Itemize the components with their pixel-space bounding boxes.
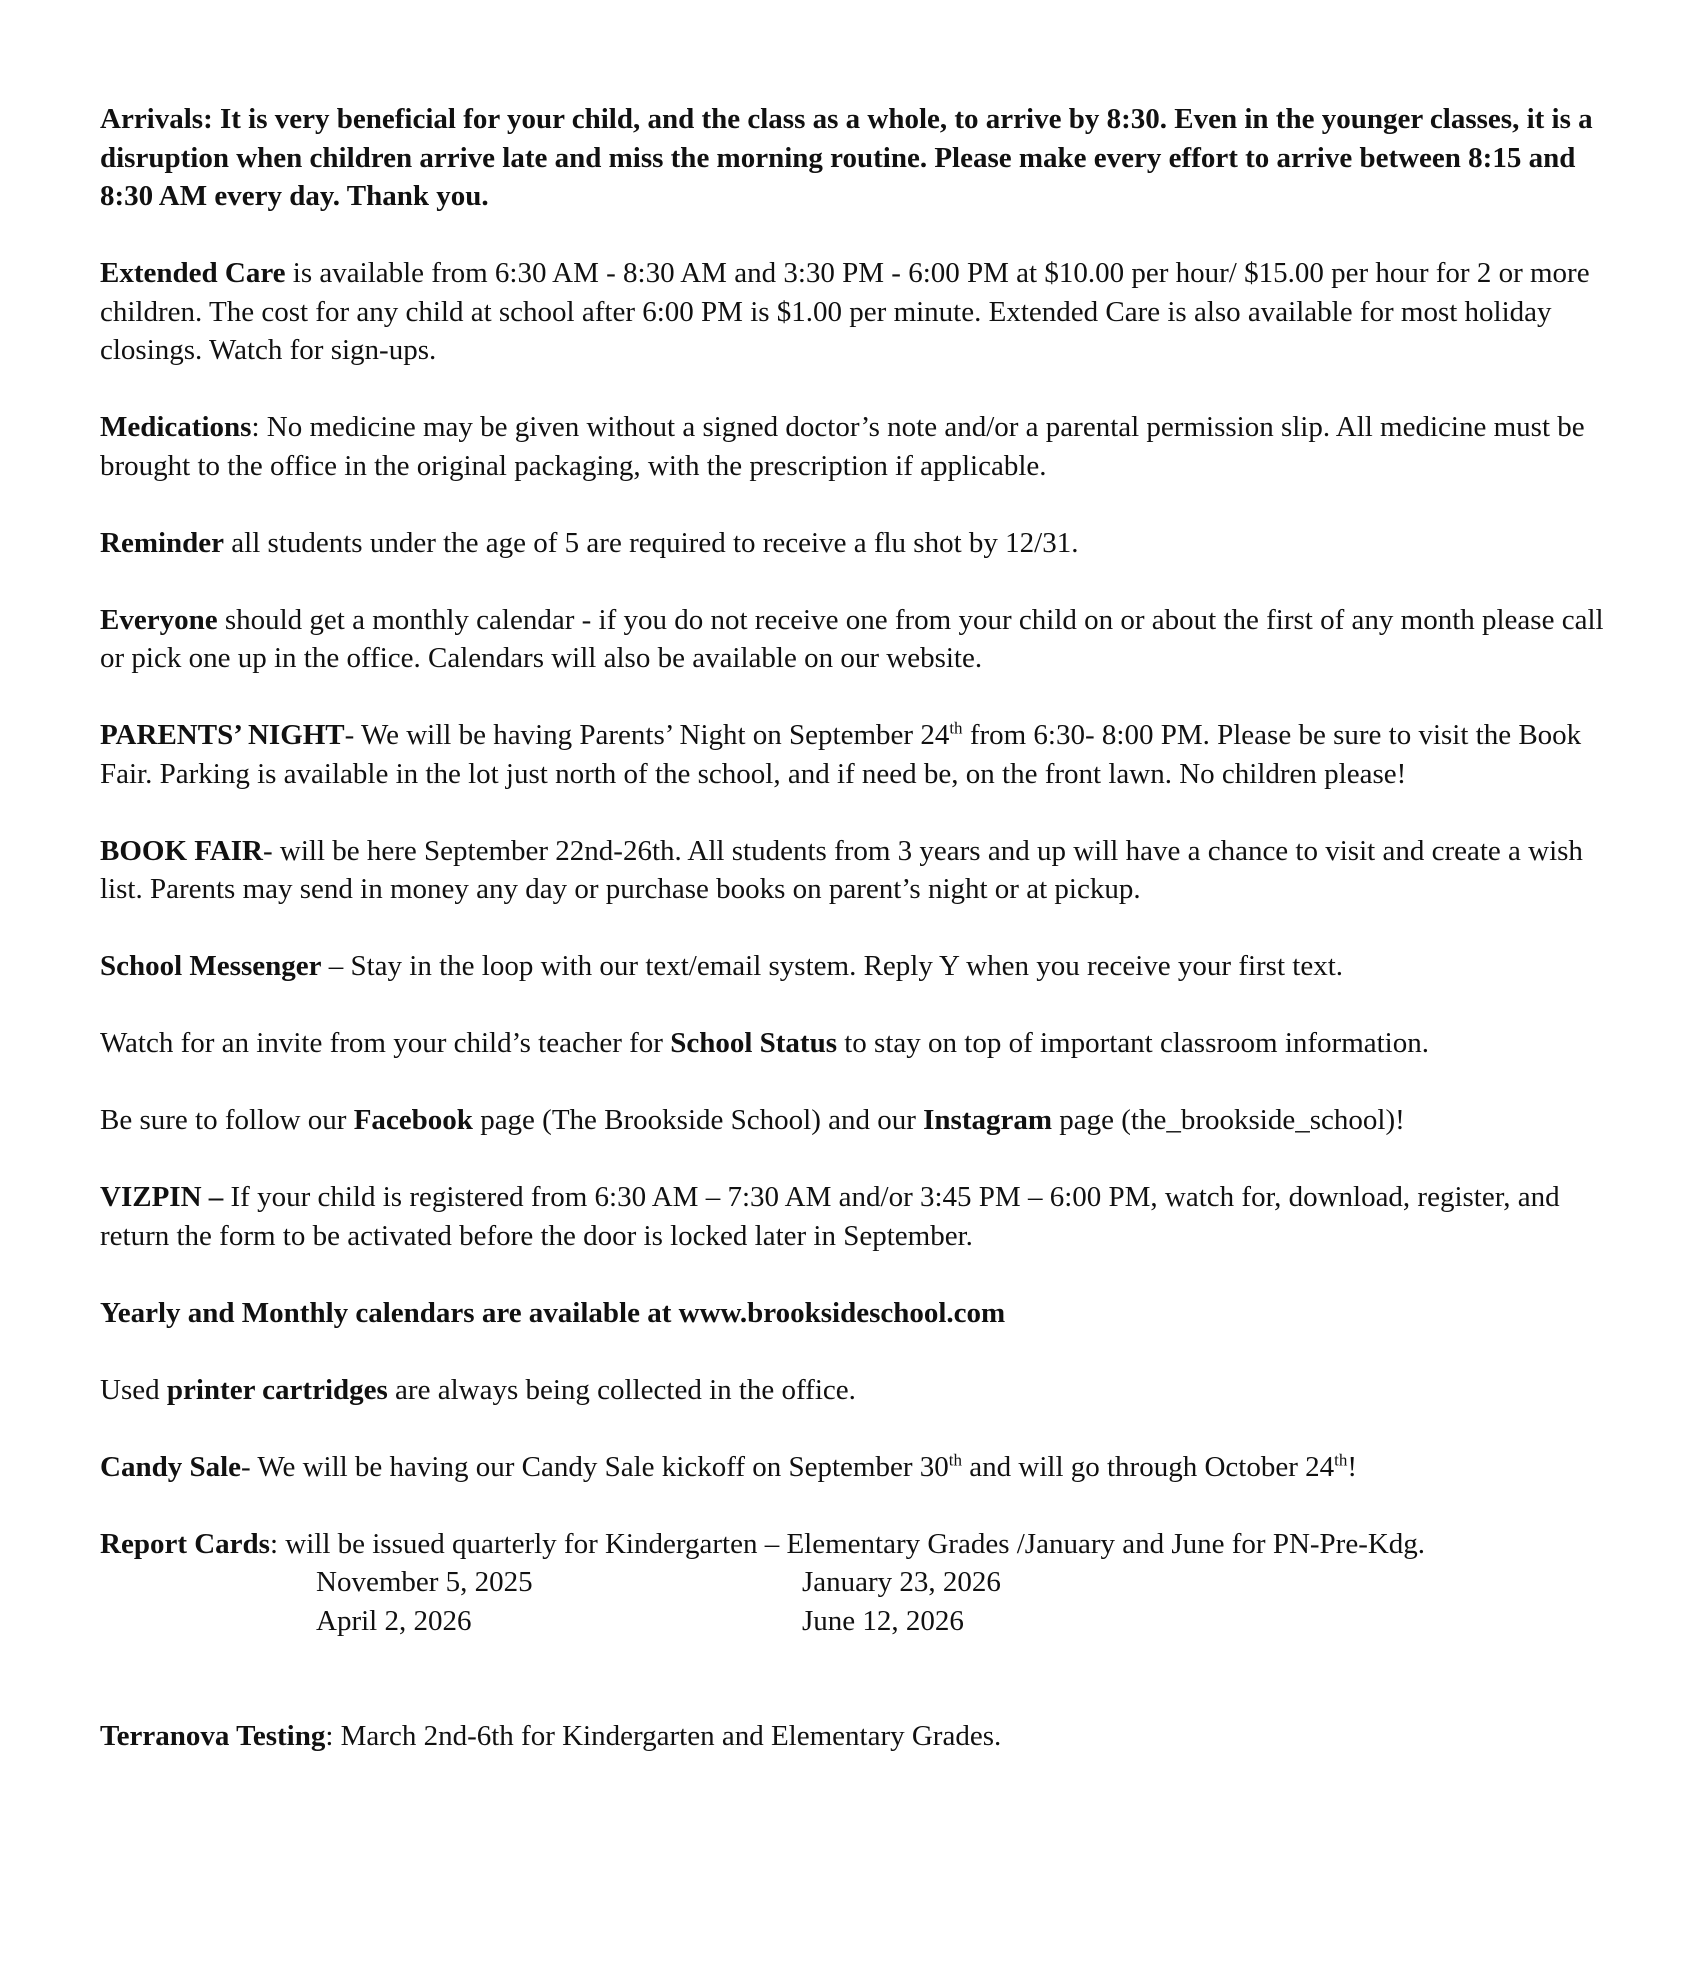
book-fair-text: - will be here September 22nd-26th. All students from 3 years and up will have a chance to visit and create a wish list. Parents may send in money any day or purchase books on parent’s night or at pickup. <box>100 834 1583 905</box>
reminder-label: Reminder <box>100 526 225 559</box>
book-fair-label: BOOK FAIR <box>100 834 263 867</box>
vizpin-paragraph <box>100 1178 1620 1255</box>
arrivals-text: Arrivals: It is very beneficial for your child, and the class as a whole, to arrive by 8:30. Even in the younger classes, it is a disruption when children arrive late and miss the morning routine. Please make every effort to arrive between 8:15 and 8:30 AM every day. Thank you. <box>100 103 1593 212</box>
reminder-paragraph <box>100 524 1620 563</box>
printer-paragraph <box>100 1371 1620 1410</box>
extended-care-paragraph <box>100 254 1620 370</box>
candy-sale-paragraph <box>100 1448 1620 1487</box>
book-fair-paragraph <box>100 832 1620 909</box>
social-paragraph <box>100 1101 1620 1140</box>
report-cards-text: : will be issued quarterly for Kindergarten – Elementary Grades /January and June for PN-Pre-Kdg. <box>269 1527 1426 1560</box>
school-messenger-label: School Messenger <box>100 950 322 982</box>
social-text-2: page (The Brookside School) and our <box>472 1104 924 1136</box>
parents-night-text-after: from 6:30- 8:00 PM. Please be sure to visit the Book Fair. Parking is available in the lot just north of the school, and if need be, on the front lawn. No children please! <box>100 719 1582 790</box>
extended-care-text: is available from 6:30 AM - 8:30 AM and 3:30 PM - 6:00 PM at $10.00 per hour/ $15.00 per hour for 2 or more children. The cost for any child at school after 6:00 PM is $1.00 per minute. Extended Care is also available for most holiday closings. Watch for sign-ups. <box>100 257 1590 366</box>
medications-paragraph <box>100 408 1620 485</box>
school-messenger-text: – Stay in the loop with our text/email system. Reply Y when you receive your first text. <box>321 950 1344 982</box>
report-cards-label: Report Cards <box>100 1527 270 1560</box>
candy-sale-sup-2: th <box>1334 1449 1348 1469</box>
terranova-label: Terranova Testing <box>100 1720 326 1752</box>
report-card-date: January 23, 2026 <box>802 1566 1001 1598</box>
social-text-3: page (the_brookside_school)! <box>1052 1104 1405 1136</box>
vizpin-text: If your child is registered from 6:30 AM – 7:30 AM and/or 3:45 PM – 6:00 PM, watch for, download, register, and return the form to be activated before the door is locked later in September. <box>100 1181 1560 1252</box>
school-messenger-paragraph <box>100 947 1620 986</box>
reminder-text: all students under the age of 5 are required to receive a flu shot by 12/31. <box>224 526 1079 559</box>
school-status-paragraph <box>100 1024 1620 1063</box>
candy-sale-text-3: ! <box>1347 1450 1358 1483</box>
vizpin-label: VIZPIN – <box>100 1181 224 1213</box>
parents-night-text: - We will be having Parents’ Night on September 24 <box>344 719 950 751</box>
social-text-1: Be sure to follow our <box>100 1104 354 1136</box>
calendars-paragraph <box>100 1294 1620 1333</box>
everyone-label: Everyone <box>100 603 218 636</box>
medications-text: : No medicine may be given without a signed doctor’s note and/or a parental permission slip. All medicine must be brought to the office in the original packaging, with the prescription if applicable. <box>100 411 1585 482</box>
report-card-date: November 5, 2025 <box>316 1566 533 1598</box>
terranova-text: : March 2nd-6th for Kindergarten and Elementary Grades. <box>325 1720 1002 1752</box>
everyone-paragraph <box>100 601 1620 678</box>
candy-sale-label: Candy Sale <box>100 1450 242 1483</box>
candy-sale-text-1: - We will be having our Candy Sale kickoff on September 30 <box>241 1450 949 1483</box>
medications-label: Medications <box>100 411 252 443</box>
candy-sale-text-2: and will go through October 24 <box>962 1450 1335 1483</box>
printer-label: printer cartridges <box>166 1373 388 1406</box>
report-card-dates <box>316 1563 1620 1640</box>
extended-care-label: Extended Care <box>100 257 286 289</box>
parents-night-sup: th <box>949 718 963 738</box>
calendars-text: Yearly and Monthly calendars are available at www.brooksideschool.com <box>100 1296 1006 1329</box>
terranova-paragraph <box>100 1717 1620 1756</box>
instagram-label: Instagram <box>923 1104 1053 1136</box>
arrivals-paragraph <box>100 100 1620 216</box>
school-status-text-before: Watch for an invite from your child’s teacher for <box>100 1027 671 1059</box>
report-card-date: April 2, 2026 <box>316 1604 472 1637</box>
parents-night-label: PARENTS’ NIGHT <box>100 719 345 751</box>
everyone-text: should get a monthly calendar - if you do not receive one from your child on or about the first of any month please call or pick one up in the office. Calendars will also be available on our website. <box>100 603 1604 674</box>
school-status-text-after: to stay on top of important classroom information. <box>837 1027 1429 1059</box>
printer-text-before: Used <box>100 1373 167 1406</box>
school-status-label: School Status <box>670 1027 837 1059</box>
printer-text-after: are always being collected in the office. <box>387 1373 856 1406</box>
newsletter-page <box>100 100 1620 1794</box>
candy-sale-sup-1: th <box>948 1449 963 1469</box>
report-card-date: June 12, 2026 <box>802 1604 964 1637</box>
facebook-label: Facebook <box>353 1104 473 1136</box>
report-cards-paragraph <box>100 1525 1620 1564</box>
parents-night-paragraph <box>100 716 1620 793</box>
